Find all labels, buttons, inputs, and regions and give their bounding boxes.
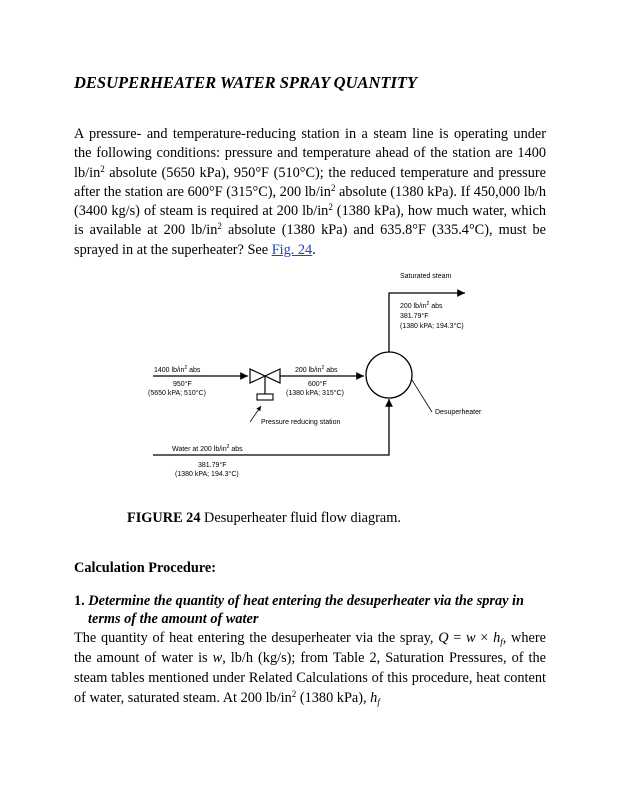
- figure-link[interactable]: Fig. 24: [271, 241, 313, 258]
- mid-si: (1380 kPA; 315°C): [286, 390, 344, 397]
- water-pressure: Water at 200 $lb/in^2$ abs: [172, 444, 243, 453]
- inlet-temp: 950°F: [173, 381, 192, 388]
- outlet-si: (1380 kPA; 194.3°C): [400, 323, 464, 330]
- page-title: DESUPERHEATER WATER SPRAY QUANTITY: [74, 73, 418, 92]
- procedure-heading: Calculation Procedure:: [74, 560, 217, 576]
- step-1-heading: 1. Determine the quantity of heat entering the desuperheater via the spray in terms of the amount of water: [74, 593, 524, 627]
- problem-statement: A pressure- and temperature-reducing station in a steam line is operating under the following conditions: pressure and temperature ahead of the station are 1400 $lb/in^2$ absolute (5650 kPa), 950°F (510°C); the reduced temperature and pressure after the station are 600°F (315°C), 200 $lb/in^2$ absolute (1380 kPa). If 450,000 lb/h (3400 kg/s) of steam is required at 200 $lb/in^2$ (1380 kPa), how much water, which is available at 200 $lb/in^2$ absolute (1380 kPa) and 635.8°F (335.4°C), must be sprayed in at the superheater? See Fig. 24.: [74, 126, 546, 258]
- desuperheater-label: Desuperheater: [435, 409, 482, 416]
- inlet-si: (5650 kPA; 510°C): [148, 390, 206, 397]
- prs-label: Pressure reducing station: [261, 419, 341, 426]
- desuperheater-diagram: [130, 268, 510, 493]
- saturated-steam-label: Saturated steam: [400, 273, 452, 280]
- step-1-body: The quantity of heat entering the desuperheater via the spray, $Q = w \times h_f$, where the amount of water is w, lb/h (kg/s); from Table 2, Saturation Pressures, of the steam tables mentioned under Related Calculations of this procedure, heat content of water, saturated steam. At 200 $lb/in^2$ (1380 kPa), $h_f$: [74, 630, 546, 707]
- water-si: (1380 kPA; 194.3°C): [175, 471, 239, 478]
- mid-pressure: 200 $lb/in^2$ abs: [295, 365, 338, 374]
- outlet-pressure: 200 $lb/in^2$ abs: [400, 301, 443, 310]
- desuperheater-vessel: [366, 352, 412, 398]
- water-temp: 381.79°F: [198, 462, 227, 469]
- pressure-reducing-valve: [250, 369, 280, 400]
- inlet-pressure: 1400 $lb/in^2$ abs: [154, 365, 201, 374]
- mid-temp: 600°F: [308, 381, 327, 388]
- figure-caption: FIGURE 24 Desuperheater fluid flow diagram.: [127, 510, 401, 526]
- outlet-temp: 381.79°F: [400, 313, 429, 320]
